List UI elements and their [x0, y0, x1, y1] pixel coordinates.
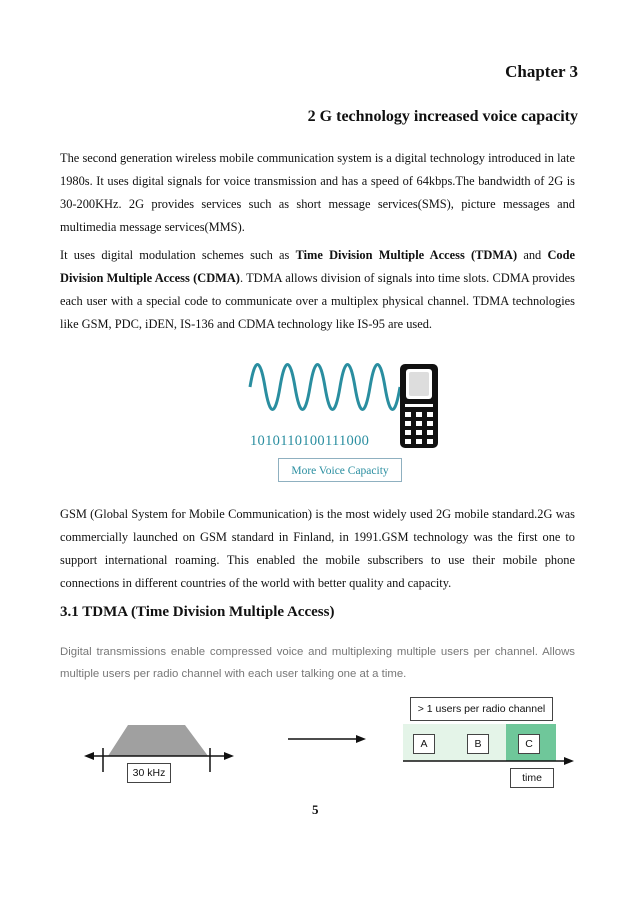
- paragraph-modulation: [60, 244, 575, 336]
- para2-text-3: . TDMA allows division of signals into time slots. CDMA provides each user with a special code to communicate over a multiplex physical channel. TDMA technologies like GSM, PDC, iDEN, IS-136 and CDMA technology like IS-95 are used.: [60, 271, 575, 331]
- paragraph-2g-intro: The second generation wireless mobile communication system is a digital technology introduced in late 1980s. It uses digital signals for voice transmission and has a speed of 64kbps.The bandwidth of 2G is 30-200KHz. 2G provides services such as short message services(SMS), picture messages and multimedia message services(MMS).: [60, 151, 575, 234]
- section-title: 3.1 TDMA (Time Division Multiple Access): [60, 604, 335, 620]
- page-number: 5: [312, 802, 319, 817]
- slot-c-label: C: [518, 734, 540, 754]
- bandwidth-trapezoid: [108, 725, 208, 756]
- para2-bold-cdma: Code Division Multiple Access (CDMA): [60, 248, 575, 285]
- chapter-label: Chapter 3: [505, 62, 578, 81]
- bandwidth-label: 30 kHz: [127, 763, 171, 783]
- para2-bold-tdma: Time Division Multiple Access (TDMA): [295, 248, 518, 262]
- mobile-phone-icon: [400, 364, 438, 448]
- time-label: time: [510, 768, 554, 788]
- slot-b-label: B: [467, 734, 489, 754]
- slot-a-label: A: [413, 734, 435, 754]
- para2-text-2: and: [517, 248, 548, 262]
- page-heading: 2 G technology increased voice capacity: [307, 108, 578, 125]
- figure-caption: More Voice Capacity: [278, 458, 402, 482]
- paragraph-gsm: GSM (Global System for Mobile Communication) is the most widely used 2G mobile standard.2G was commercially launched on GSM standard in Finland, in 1991.GSM technology was the first one to support international roaming. This enabled the mobile subscribers to use their mobile phone connections in different countries of the world with better quality and capacity.: [60, 507, 575, 590]
- binary-signal-text: 1010110100111000: [250, 433, 370, 449]
- para2-text-1: It uses digital modulation schemes such as: [60, 248, 296, 262]
- users-per-channel-label: > 1 users per radio channel: [410, 697, 553, 721]
- paragraph-tdma: Digital transmissions enable compressed voice and multiplexing multiple users per channel. Allows multiple users per radio channel with each user talking one at a time.: [60, 646, 575, 680]
- signal-wave: [250, 365, 400, 410]
